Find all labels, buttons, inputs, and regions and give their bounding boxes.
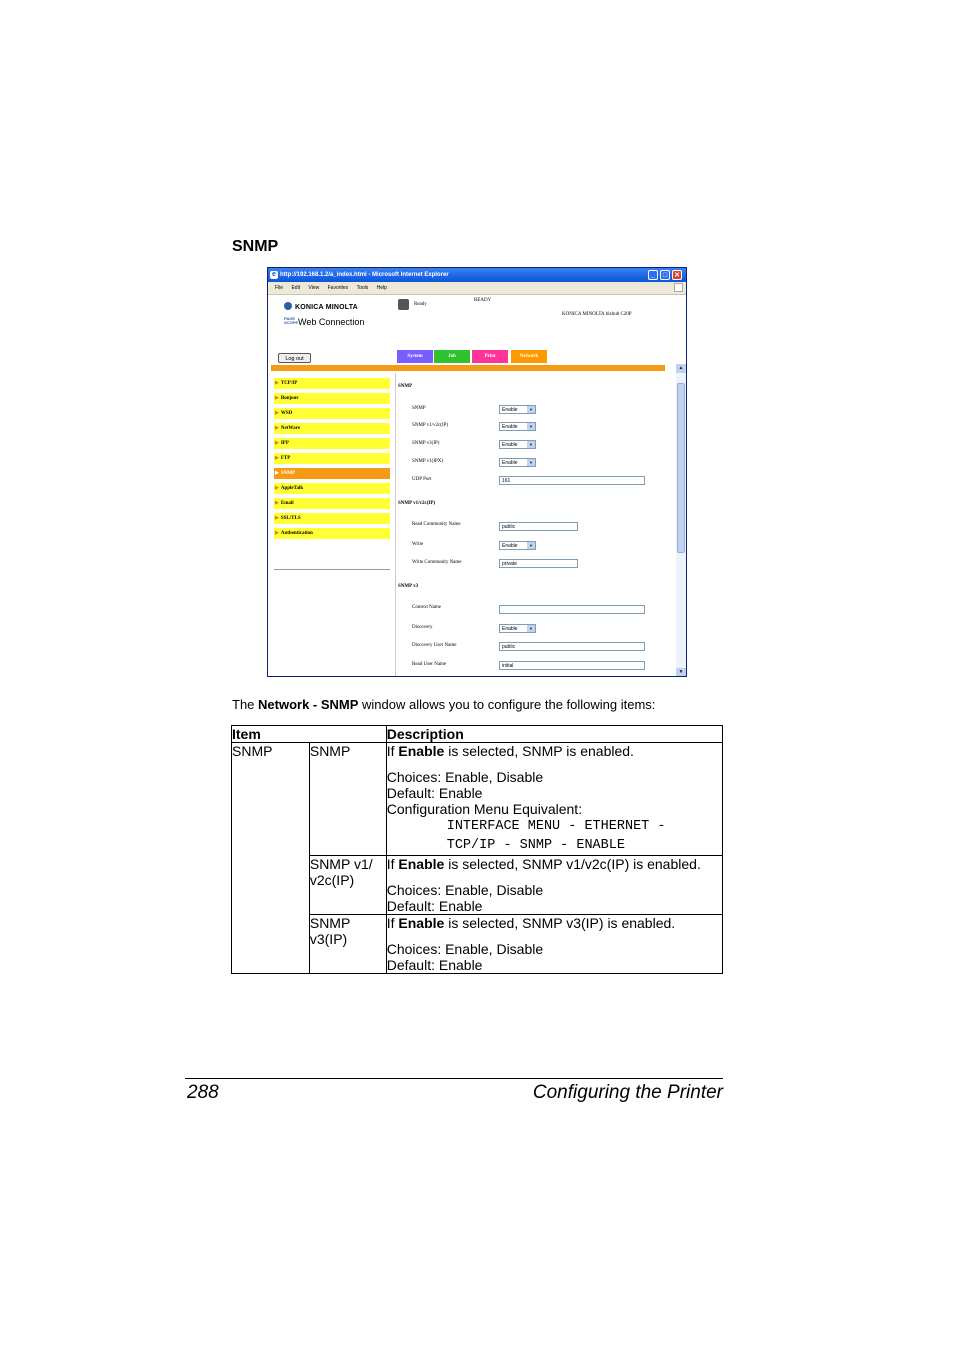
arrow-icon: ▶ <box>275 411 279 416</box>
printer-icon <box>398 299 409 310</box>
snmp-v3-select[interactable]: Enable ▼ <box>499 440 536 449</box>
header-description: Description <box>386 726 722 743</box>
context-name-input[interactable] <box>499 605 645 614</box>
snmp-v1v2c-select[interactable]: Enable ▼ <box>499 422 536 431</box>
label-read-user: Read User Name <box>412 662 447 667</box>
chevron-down-icon: ▼ <box>527 542 535 549</box>
arrow-icon: ▶ <box>275 501 279 506</box>
menu-tools[interactable]: Tools <box>356 285 369 291</box>
minimize-icon[interactable]: _ <box>648 270 658 280</box>
nav-divider <box>274 569 390 570</box>
arrow-icon: ▶ <box>275 456 279 461</box>
nav-item-ftp[interactable]: ▶ FTP <box>274 453 390 464</box>
browser-screenshot <box>267 267 687 677</box>
nav-separator <box>395 373 396 677</box>
chevron-down-icon: ▼ <box>527 406 535 413</box>
close-icon[interactable]: ✕ <box>672 270 682 280</box>
arrow-icon: ▶ <box>275 516 279 521</box>
section-title: SNMP <box>232 238 279 255</box>
intro-text: The Network - SNMP window allows you to configure the following items: <box>232 697 656 712</box>
header-item: Item <box>232 726 387 743</box>
page-number: 288 <box>187 1082 219 1103</box>
discovery-select[interactable]: Enable ▼ <box>499 624 536 633</box>
nav-item-authentication[interactable]: ▶ Authentication <box>274 528 390 539</box>
description-cell: If Enable is selected, SNMP is enabled. Choices: Enable, Disable Default: Enable Configuration Menu Equivalent: INTERFACE MENU - ETHERNET - TCP/IP - SNMP - ENABLE <box>386 743 722 856</box>
menu-file[interactable]: File <box>275 285 284 291</box>
tab-underline <box>271 365 665 371</box>
windows-logo-icon <box>674 283 683 292</box>
read-user-input[interactable]: initial <box>499 661 645 670</box>
globe-icon <box>284 302 292 310</box>
menu-bar <box>268 282 686 295</box>
menu-edit[interactable]: Edit <box>291 285 301 291</box>
group-cell: SNMP <box>232 743 310 974</box>
udp-port-input[interactable]: 161 <box>499 476 645 485</box>
nav-item-tcpip[interactable]: ▶ TCP/IP <box>274 378 390 389</box>
scroll-down-icon[interactable]: ▼ <box>676 668 686 677</box>
tab-network[interactable]: Network <box>511 350 547 363</box>
arrow-icon: ▶ <box>275 441 279 446</box>
heading-snmp-v3: SNMP v3 <box>398 584 419 589</box>
label-write-community: Write Community Name <box>412 560 462 565</box>
window-title: http://192.168.1.2/a_index.html - Microsoft Internet Explorer <box>280 272 449 278</box>
printer-model: KONICA MINOLTA bizhub C20P <box>562 312 632 317</box>
menu-favorites[interactable]: Favorites <box>327 285 349 291</box>
item-cell: SNMP v1/ v2c(IP) <box>309 856 386 915</box>
pagescope-logo: PAGE SCOPE <box>284 316 299 325</box>
nav-item-snmp[interactable]: ▶ SNMP <box>274 468 390 479</box>
label-read-community: Read Community Name <box>412 522 461 527</box>
heading-snmp-v1v2c: SNMP v1/v2c(IP) <box>398 501 436 506</box>
scroll-up-icon[interactable]: ▲ <box>676 364 686 373</box>
tab-job[interactable]: Job <box>434 350 470 363</box>
nav-item-ssltls[interactable]: ▶ SSL/TLS <box>274 513 390 524</box>
label-discovery-user: Discovery User Name <box>412 643 457 648</box>
label-context-name: Context Name <box>412 605 442 610</box>
table-header-row <box>232 726 723 743</box>
scroll-thumb[interactable] <box>677 383 685 553</box>
arrow-icon: ▶ <box>275 396 279 401</box>
nav-item-wsd[interactable]: ▶ WSD <box>274 408 390 419</box>
item-cell: SNMP v3(IP) <box>309 915 386 974</box>
maximize-icon[interactable]: □ <box>660 270 670 280</box>
nav-item-bonjour[interactable]: ▶ Bonjour <box>274 393 390 404</box>
table-row <box>232 743 723 856</box>
tab-print[interactable]: Print <box>472 350 508 363</box>
label-udp-port: UDP Port <box>412 477 432 482</box>
menu-help[interactable]: Help <box>376 285 387 291</box>
write-community-input[interactable]: private <box>499 559 578 568</box>
item-cell: SNMP <box>309 743 386 856</box>
label-discovery: Discovery <box>412 625 433 630</box>
description-cell: If Enable is selected, SNMP v3(IP) is enabled. Choices: Enable, Disable Default: Enable <box>386 915 722 974</box>
description-cell: If Enable is selected, SNMP v1/v2c(IP) is enabled. Choices: Enable, Disable Default: Enable <box>386 856 722 915</box>
arrow-icon: ▶ <box>275 426 279 431</box>
heading-snmp: SNMP <box>398 384 413 389</box>
status-label: Ready <box>414 302 427 307</box>
arrow-icon: ▶ <box>275 531 279 536</box>
snmp-v1ipx-select[interactable]: Enable ▼ <box>499 458 536 467</box>
ie-icon: e <box>270 271 278 279</box>
nav-item-email[interactable]: ▶ Email <box>274 498 390 509</box>
read-community-input[interactable]: public <box>499 522 578 531</box>
snmp-select[interactable]: Enable ▼ <box>499 405 536 414</box>
arrow-icon: ▶ <box>275 381 279 386</box>
chapter-title: Configuring the Printer <box>532 1082 723 1103</box>
logout-button[interactable]: Log out <box>278 353 311 363</box>
write-select[interactable]: Enable ▼ <box>499 541 536 550</box>
footer-rule <box>185 1078 723 1079</box>
chevron-down-icon: ▼ <box>527 625 535 632</box>
items-table <box>231 725 723 974</box>
label-snmp-v3: SNMP v3(IP) <box>412 441 440 446</box>
nav-item-ipp[interactable]: ▶ IPP <box>274 438 390 449</box>
label-write: Write <box>412 542 424 547</box>
chevron-down-icon: ▼ <box>527 423 535 430</box>
menu-view[interactable]: View <box>308 285 320 291</box>
web-page <box>268 295 686 677</box>
label-snmp-v1v2c: SNMP v1/v2c(IP) <box>412 423 449 428</box>
arrow-icon: ▶ <box>275 471 279 476</box>
brand-logo: KONICA MINOLTA <box>284 302 358 311</box>
status-value: READY <box>474 298 492 303</box>
arrow-icon: ▶ <box>275 486 279 491</box>
nav-item-appletalk[interactable]: ▶ AppleTalk <box>274 483 390 494</box>
web-connection-logo: PAGE SCOPEWeb Connection <box>284 316 365 327</box>
label-snmp: SNMP <box>412 406 426 411</box>
window-titlebar <box>268 268 686 282</box>
discovery-user-input[interactable]: public <box>499 642 645 651</box>
label-snmp-v1ipx: SNMP v1(IPX) <box>412 459 444 464</box>
nav-item-netware[interactable]: ▶ NetWare <box>274 423 390 434</box>
tab-system[interactable]: System <box>397 350 433 363</box>
chevron-down-icon: ▼ <box>527 459 535 466</box>
chevron-down-icon: ▼ <box>527 441 535 448</box>
